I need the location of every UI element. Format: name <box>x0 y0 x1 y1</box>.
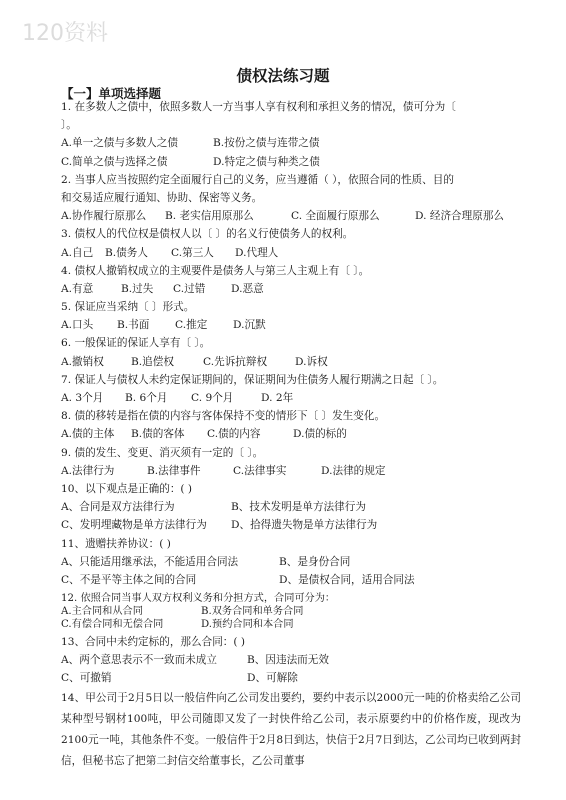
question-stem: 6. 一般保证的保证人享有〔 〕。 <box>61 337 211 350</box>
option: D.债的标的 <box>293 428 347 441</box>
option: C.过错 <box>173 282 206 295</box>
option: C. 9个月 <box>191 392 234 404</box>
option: B、是身份合同 <box>279 555 351 568</box>
question-stem: 11、遗赠扶养协议：( ) <box>61 537 171 550</box>
option: A、合同是双方法律行为 <box>61 501 175 514</box>
option: D.恶意 <box>231 282 264 295</box>
watermark: 120资料 <box>22 21 108 46</box>
option: A.单一之债与多数人之债 <box>61 137 178 150</box>
option: B.书面 <box>117 319 150 332</box>
option: B.过失 <box>121 282 154 295</box>
option: B、因违法而无效 <box>247 654 329 667</box>
option: B.债的客体 <box>131 428 185 441</box>
option: C.法律事实 <box>233 464 287 477</box>
option: B.法律事件 <box>147 464 201 477</box>
option: A.有意 <box>61 282 94 295</box>
option-row <box>61 244 521 262</box>
option: D、拾得遗失物是单方法律行为 <box>231 519 378 532</box>
option: A.撤销权 <box>61 355 104 368</box>
option: C. 全面履行原那么 <box>291 210 380 223</box>
question-stem: 和交易适应履行通知、协助、保密等义务。 <box>61 191 263 204</box>
option-row <box>61 605 521 618</box>
question-stem: 5. 保证应当采纳〔 〕形式。 <box>61 301 195 314</box>
option: C、可撤销 <box>61 672 112 685</box>
option: D、可解除 <box>247 672 298 685</box>
question-stem: 7. 保证人与债权人未约定保证期间的，保证期间为住债务人履行期满之日起〔 〕。 <box>61 373 444 386</box>
option: A、两个意思表示不一致而未成立 <box>61 654 217 667</box>
option: A.债的主体 <box>61 428 115 441</box>
option-row <box>61 618 521 631</box>
option-row <box>61 207 521 225</box>
option: D. 经济合理原那么 <box>415 210 505 223</box>
option: B.债务人 <box>105 246 148 259</box>
question-stem: 〕。 <box>61 119 77 132</box>
option: A.自己 <box>61 246 94 259</box>
question-stem: 9. 债的发生、变更、消灭须有一定的〔 〕。 <box>61 446 264 459</box>
option: D.特定之债与种类之债 <box>213 155 320 168</box>
option: C、发明埋藏物是单方法律行为 <box>61 519 207 532</box>
option: D.预约合同和本合同 <box>201 619 294 631</box>
option: C.第三人 <box>171 246 214 259</box>
question-stem: 14、甲公司于2月5日以一般信件向乙公司发出要约，要约中表示以2000元一吨的价格卖给乙公司某种型号钢材100吨，甲公司随即又发了一封快件给乙公司，表示原要约中的价格作废，现改为2100元一吨，其他条件不变。一般信件于2月8日到达，快信于2月7日到达，乙公司均已收到两封信，但秘书忘了把第二封信交给董事长，乙公司董事 <box>61 691 521 767</box>
option: D.代理人 <box>235 246 279 259</box>
question-stem: 1. 在多数人之债中，依照多数人一方当事人享有权利和承担义务的情况，债可分为〔 <box>61 101 456 113</box>
option: B. 6个月 <box>125 392 168 404</box>
option-row <box>61 498 521 516</box>
option: B. 老实信用原那么 <box>165 210 254 223</box>
page-title: 债权法练习题 <box>236 67 330 85</box>
question-stem: 12. 依照合同当事人双方权利义务和分担方式，合同可分为： <box>61 593 336 605</box>
option-row <box>61 571 521 589</box>
question-stem: 2. 当事人应当按照约定全面履行自己的义务，应当遵循（ ），依照合同的性质、目的 <box>61 173 454 186</box>
option: A、只能适用继承法，不能适用合同法 <box>61 555 239 568</box>
option: B.追偿权 <box>131 355 174 368</box>
option-row <box>61 651 521 669</box>
option: C.先诉抗辩权 <box>203 355 268 368</box>
option: C.推定 <box>175 319 208 332</box>
option-row <box>61 153 521 171</box>
question-stem: 10、以下观点是正确的：( ) <box>61 482 193 495</box>
question-stem: 13、合同中未约定标的，那么合同：( ) <box>61 636 246 649</box>
option: B.双务合同和单务合同 <box>201 606 304 618</box>
option: A.法律行为 <box>61 464 115 477</box>
option: B、技术发明是单方法律行为 <box>231 501 366 514</box>
option: B.按份之债与连带之债 <box>213 137 320 150</box>
option-row <box>61 462 521 480</box>
option-row <box>61 669 521 687</box>
option-row <box>61 389 521 407</box>
option-row <box>61 353 521 371</box>
option-row <box>61 516 521 534</box>
question-stem: 3. 债权人的代位权是债权人以〔 〕的名义行使债务人的权利。 <box>61 228 354 241</box>
option: D.诉权 <box>295 355 328 368</box>
option: C.简单之债与选择之债 <box>61 155 168 168</box>
option: C.有偿合同和无偿合同 <box>61 619 164 631</box>
option: A. 3个月 <box>61 392 104 404</box>
option: D.法律的规定 <box>321 464 386 477</box>
option: A.协作履行原那么 <box>61 210 147 223</box>
option-row <box>61 134 521 152</box>
option: D、是债权合同，适用合同法 <box>279 573 415 586</box>
option: A.主合同和从合同 <box>61 606 143 618</box>
option: C.债的内容 <box>207 428 261 441</box>
section-heading: 【一】单项选择题 <box>61 86 162 101</box>
option: A.口头 <box>61 319 94 332</box>
option-row <box>61 553 521 571</box>
question-list <box>61 98 521 772</box>
option: D.沉默 <box>233 319 266 332</box>
option: D. 2年 <box>261 392 294 404</box>
question-stem: 8. 债的移转是指在债的内容与客体保持不变的情形下〔 〕发生变化。 <box>61 410 386 423</box>
option-row <box>61 425 521 443</box>
option: C、不是平等主体之间的合同 <box>61 573 197 586</box>
option-row <box>61 316 521 334</box>
option-row <box>61 280 521 298</box>
question-stem: 4. 债权人撤销权成立的主观要件是债务人与第三人主观上有〔 〕。 <box>61 264 370 277</box>
